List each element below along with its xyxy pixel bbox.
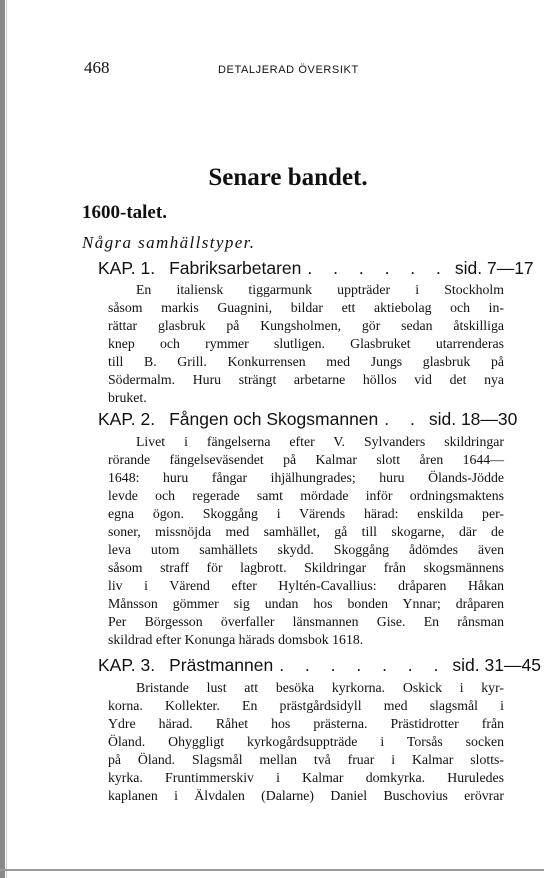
body-line: kyrka. Fruntimmerskiv i Kalmar domkyrka. Huruledes xyxy=(108,770,504,785)
body-line: Per Börgesson överfaller länsmannen Gise. En rånsman xyxy=(108,614,504,629)
subheading: Några samhällstyper. xyxy=(82,233,256,252)
body-line: korna. Kollekter. En prästgårdsidyll med slagsmål i xyxy=(108,698,504,713)
chapter-heading xyxy=(98,655,541,676)
chapter-label: KAP. 2. xyxy=(98,409,156,429)
chapter-pages: sid. 7—17 xyxy=(454,258,534,278)
body-line: Öland. Ohyggligt kyrkogårdsuppträde i Torsås socken xyxy=(108,734,504,749)
body-line: såsom markis Guagnini, bildar ett aktiebolag och in- xyxy=(108,300,504,315)
chapter-pages: sid. 18—30 xyxy=(428,409,518,429)
chapter-leader-dots: . . . . . . . xyxy=(279,655,447,675)
chapter-pages: sid. 31—45 xyxy=(452,655,541,675)
page-number: 468 xyxy=(84,58,110,77)
page-edge-shadow xyxy=(0,0,5,878)
page-bottom-edge xyxy=(0,869,544,871)
chapter-label: KAP. 1. xyxy=(98,258,156,278)
body-line: En italiensk tiggarmunk uppträder i Stockholm xyxy=(136,282,504,297)
body-line: liv i Värend efter Hyltén-Cavallius: dråparen Håkan xyxy=(108,578,504,593)
chapter-title: Prästmannen xyxy=(169,655,274,675)
chapter-leader-dots: . . xyxy=(384,409,423,429)
chapter-leader-dots: . . . . . . xyxy=(307,258,449,278)
body-line: Livet i fängelserna efter V. Sylvanders skildringar xyxy=(136,434,504,449)
page-edge-line xyxy=(6,0,7,878)
body-line: bruket. xyxy=(108,390,147,405)
body-line: Bristande lust att besöka kyrkorna. Oskick i kyr- xyxy=(136,680,504,695)
chapter-label: KAP. 3. xyxy=(98,655,156,675)
body-line: på Öland. Slagsmål mellan två fruar i Kalmar slotts- xyxy=(108,752,504,767)
body-line: leva utom samhällets skydd. Skoggång ådömdes även xyxy=(108,542,504,557)
body-line: kaplanen i Älvdalen (Dalarne) Daniel Buschovius erövrar xyxy=(108,788,504,803)
body-line: Ydre härad. Råhet hos prästerna. Prästidrotter från xyxy=(108,716,504,731)
body-line: till B. Grill. Konkurrensen med Jungs glasbruk på xyxy=(108,354,504,369)
running-head: DETALJERAD ÖVERSIKT xyxy=(218,64,359,76)
body-line: skildrad efter Konunga härads domsbok 1618. xyxy=(108,632,364,647)
body-line: levde och regerade samt mördade inför ordningsmaktens xyxy=(108,488,504,503)
body-line: Månsson gömmer sig undan hos bonden Ynnar; dråparen xyxy=(108,596,504,611)
chapter-title: Fabriksarbetaren xyxy=(169,258,302,278)
body-line: soner, missnöjda med samhället, gå till skogarne, där de xyxy=(108,524,504,539)
body-line: såsom straff för lagbrott. Skildringar från skogsmännens xyxy=(108,560,504,575)
body-line: Södermalm. Huru strängt arbetarne höllos vid det nya xyxy=(108,372,504,387)
body-line: rättar glasbruk på Kungsholmen, gör sedan åtskilliga xyxy=(108,318,504,333)
body-line: knep och rymmer slutligen. Glasbruket utarrenderas xyxy=(108,336,504,351)
period-heading: 1600-talet. xyxy=(82,202,167,223)
body-line: 1648: huru fångar ihjälhungrades; huru Ölands-Jödde xyxy=(108,470,504,485)
body-line: rörande fängelseväsendet på Kalmar slott åren 1644— xyxy=(108,452,504,467)
chapter-heading xyxy=(98,258,534,279)
chapter-title: Fången och Skogsmannen xyxy=(169,409,379,429)
chapter-heading xyxy=(98,409,518,430)
body-line: egna ögon. Skoggång i Värends härad: enskilda per- xyxy=(108,506,504,521)
section-title: Senare bandet. xyxy=(208,164,368,191)
